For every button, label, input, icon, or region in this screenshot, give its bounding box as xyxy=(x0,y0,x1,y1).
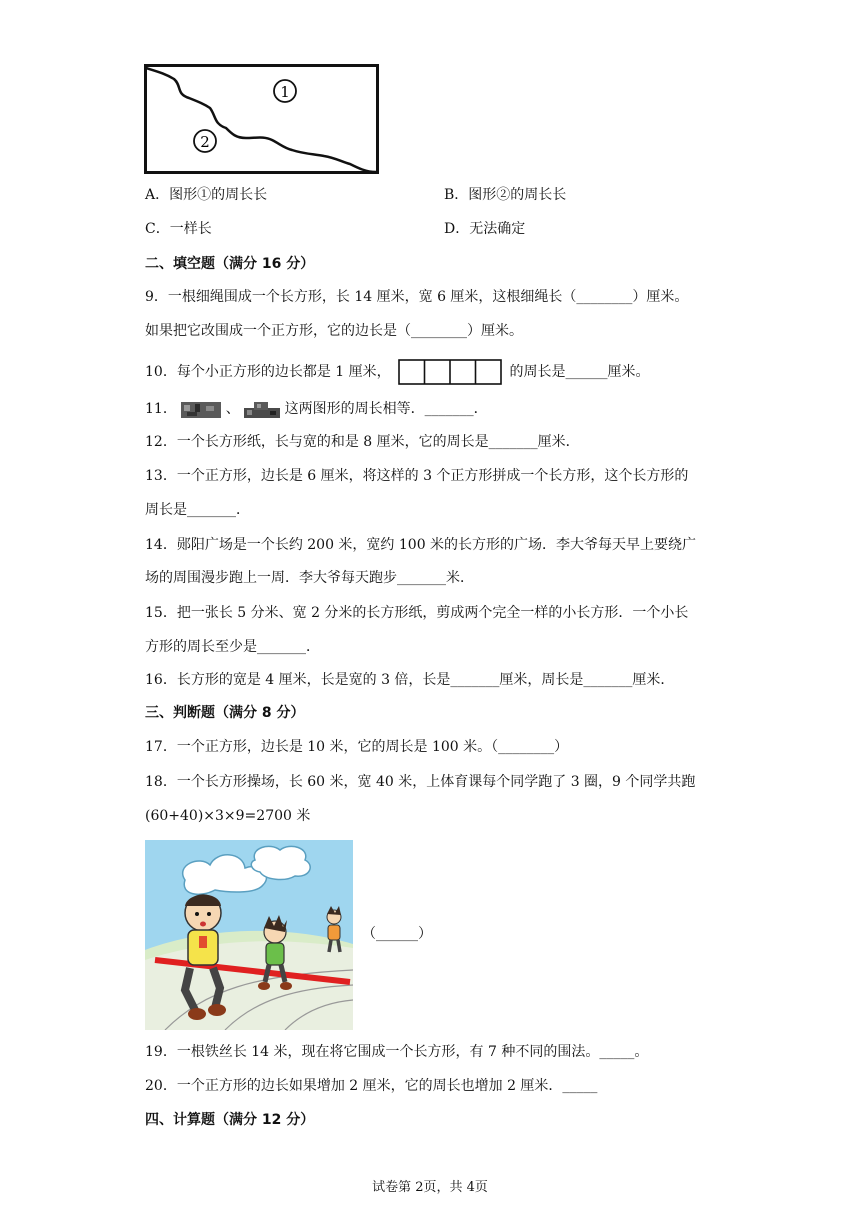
option-a: A．图形①的周长长 xyxy=(145,187,268,203)
option-d: D．无法确定 xyxy=(444,221,526,237)
question-14-line-2: 场的周围漫步跑上一周．李大爷每天跑步_______米． xyxy=(145,570,474,586)
region-1-label: 1 xyxy=(280,83,290,101)
question-20: 20．一个正方形的边长如果增加 2 厘米，它的周长也增加 2 厘米．_____ xyxy=(145,1078,598,1094)
section-fill-blank-heading: 二、填空题（满分 16 分） xyxy=(145,256,315,272)
question-13-line-1: 13．一个正方形，边长是 6 厘米，将这样的 3 个正方形拼成一个长方形，这个长方形的 xyxy=(145,468,689,484)
region-2-label: 2 xyxy=(200,133,210,151)
question-11 xyxy=(145,399,488,419)
option-c: C．一样长 xyxy=(145,221,212,237)
question-12: 12．一个长方形纸，长与宽的和是 8 厘米，它的周长是_______厘米． xyxy=(145,434,580,450)
option-b: B．图形②的周长长 xyxy=(444,187,567,203)
question-11-prefix: 11． xyxy=(145,401,177,417)
question-18-line-1: 18．一个长方形操场，长 60 米，宽 40 米，上体育课每个同学跑了 3 圈，9 个同学共跑 xyxy=(145,774,696,790)
shape-a-image xyxy=(181,400,221,418)
section-calculation-heading: 四、计算题（满分 12 分） xyxy=(145,1112,315,1128)
question-16: 16．长方形的宽是 4 厘米，长是宽的 3 倍，长是_______厘米，周长是_______厘米． xyxy=(145,672,675,688)
section-judgement-heading: 三、判断题（满分 8 分） xyxy=(145,705,305,721)
shape-b-image xyxy=(244,400,280,418)
question-15-line-2: 方形的周长至少是_______． xyxy=(145,639,320,655)
question-11-separator: 、 xyxy=(225,401,240,417)
question-18-line-2: (60+40)×3×9=2700 米 xyxy=(145,808,311,824)
question-9-line-2: 如果把它改围成一个正方形，它的边长是（________）厘米。 xyxy=(145,323,523,339)
question-15-line-1: 15．把一张长 5 分米、宽 2 分米的长方形纸，剪成两个完全一样的小长方形．一个小长 xyxy=(145,605,689,621)
question-10-suffix: 的周长是______厘米。 xyxy=(509,364,650,380)
question-11-suffix: 这两图形的周长相等．_______． xyxy=(284,401,488,417)
question-10 xyxy=(145,359,650,385)
question-10-prefix: 10．每个小正方形的边长都是 1 厘米， xyxy=(145,364,391,380)
question-9-line-1: 9．一根细绳围成一个长方形，长 14 厘米，宽 6 厘米，这根细绳长（________）厘米。 xyxy=(145,289,689,305)
page-footer: 试卷第 2页，共 4页 xyxy=(372,1180,488,1195)
question-19: 19．一根铁丝长 14 米，现在将它围成一个长方形，有 7 种不同的围法。_____。 xyxy=(145,1044,649,1060)
perimeter-comparison-figure xyxy=(144,64,380,176)
question-18-answer-blank: （______） xyxy=(362,926,432,942)
question-14-line-1: 14．郧阳广场是一个长约 200 米，宽约 100 米的长方形的广场．李大爷每天早上要绕广 xyxy=(145,537,697,553)
question-17: 17．一个正方形，边长是 10 米，它的周长是 100 米。（________） xyxy=(145,739,569,755)
four-squares-figure xyxy=(398,359,502,385)
question-13-line-2: 周长是_______． xyxy=(145,502,250,518)
running-race-illustration xyxy=(145,840,353,1030)
